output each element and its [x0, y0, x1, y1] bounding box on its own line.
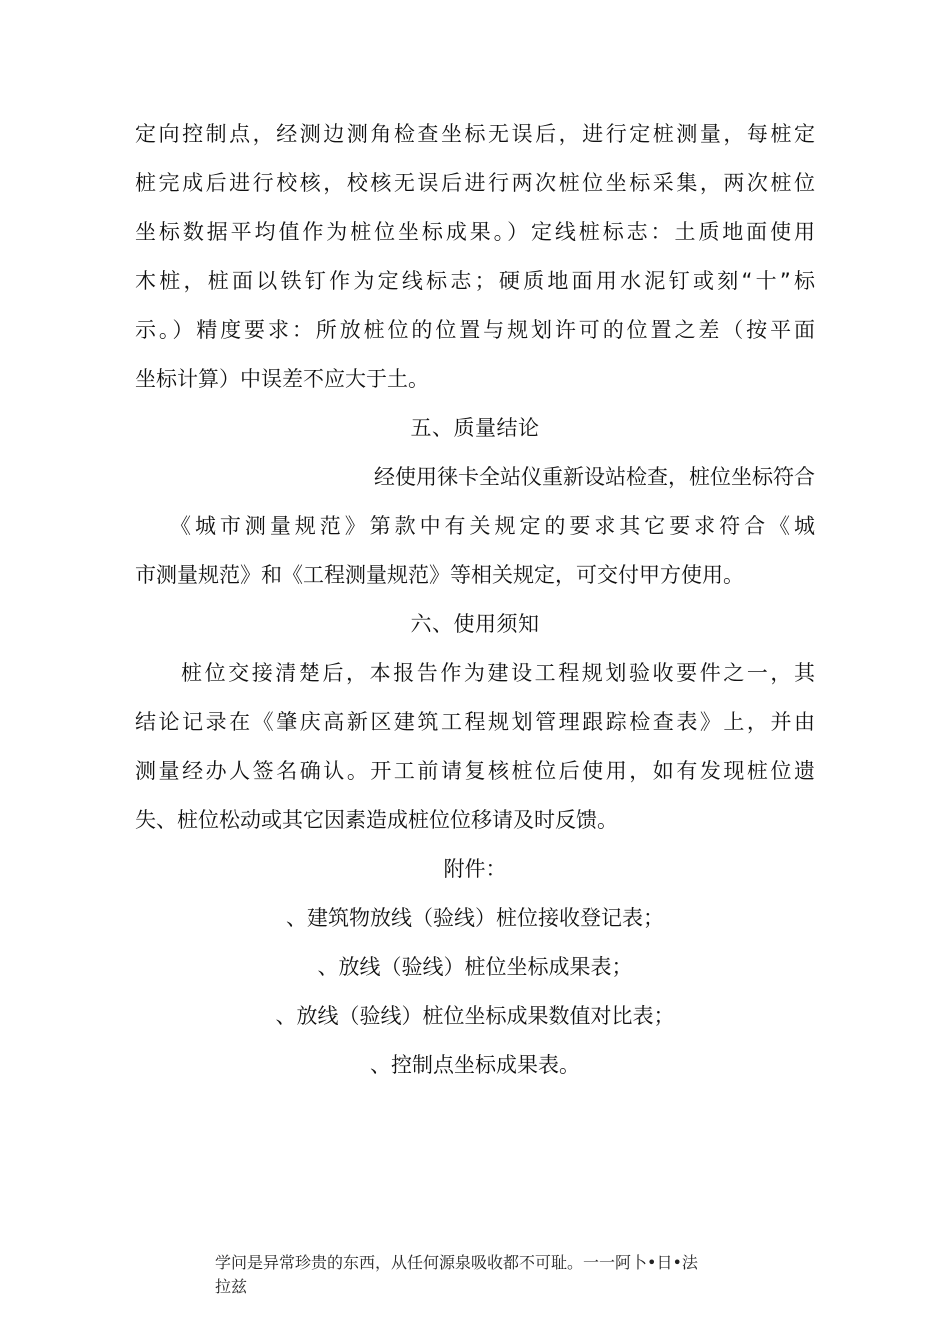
footer-quote-line: 学问是异常珍贵的东西，从任何源泉吸收都不可耻。一一阿卜•日•法 [215, 1253, 698, 1272]
document-body [135, 110, 815, 1090]
attachment-item: 、建筑物放线（验线）桩位接收登记表； [286, 906, 664, 930]
paragraph-line: 木桩，桩面以铁钉作为定线标志；硬质地面用水泥钉或刻“十”标 [135, 269, 815, 293]
attachment-item: 、放线（验线）桩位坐标成果表； [317, 955, 633, 979]
paragraph-line: 桩位交接清楚后，本报告作为建设工程规划验收要件之一，其 [181, 661, 815, 685]
paragraph-line: 桩完成后进行校核，校核无误后进行两次桩位坐标采集，两次桩位 [135, 171, 815, 195]
paragraph-line: 市测量规范》和《工程测量规范》等相关规定，可交付甲方使用。 [135, 563, 744, 587]
section-heading-usage-notes: 六、使用须知 [410, 612, 540, 636]
paragraph-line: 坐标数据平均值作为桩位坐标成果。）定线桩标志：土质地面使用 [135, 220, 815, 244]
paragraph-line: 《城市测量规范》第款中有关规定的要求其它要求符合《城 [170, 514, 815, 538]
paragraph-line: 定向控制点，经测边测角检查坐标无误后，进行定桩测量，每桩定 [135, 122, 815, 146]
attachments-heading: 附件： [443, 857, 507, 881]
paragraph-line: 经使用徕卡全站仪重新设站检查，桩位坐标符合 [374, 465, 815, 489]
attachment-item: 、控制点坐标成果表。 [370, 1053, 580, 1077]
footer-quote-line: 拉兹 [215, 1277, 248, 1296]
paragraph-line: 结论记录在《肇庆高新区建筑工程规划管理跟踪检查表》上，并由 [135, 710, 815, 734]
paragraph-line: 坐标计算）中误差不应大于土。 [135, 367, 429, 391]
paragraph-line: 失、桩位松动或其它因素造成桩位位移请及时反馈。 [135, 808, 618, 832]
footer-quote [215, 1251, 735, 1299]
attachment-item: 、放线（验线）桩位坐标成果数值对比表； [275, 1004, 675, 1028]
section-heading-quality-conclusion: 五、质量结论 [410, 416, 540, 440]
paragraph-line: 测量经办人签名确认。开工前请复核桩位后使用，如有发现桩位遗 [135, 759, 815, 783]
paragraph-line: 示。）精度要求：所放桩位的位置与规划许可的位置之差（按平面 [135, 318, 815, 342]
